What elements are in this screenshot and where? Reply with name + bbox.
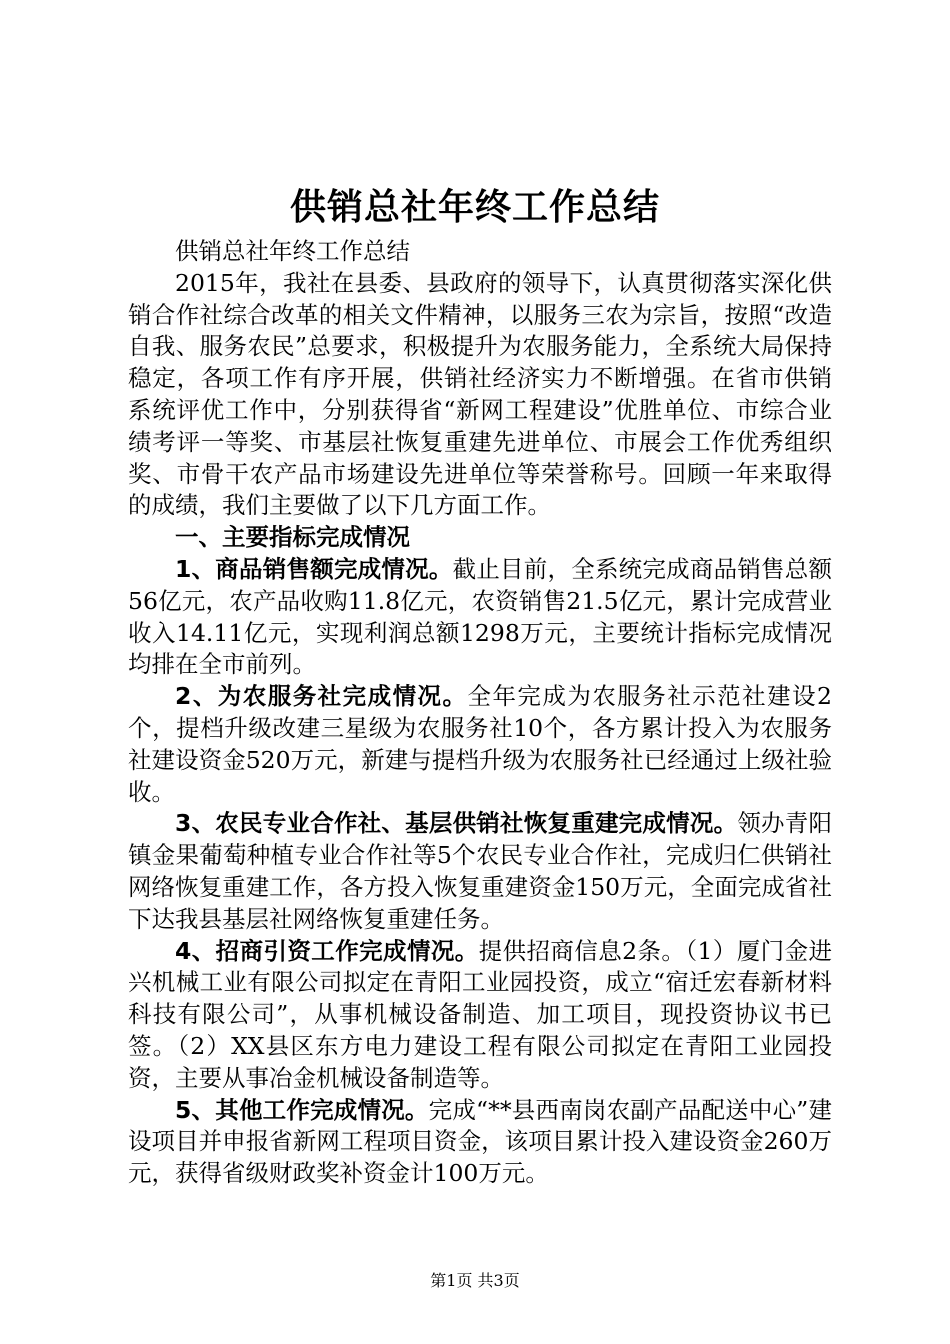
item-text: 全年完成为农服务社示范社建设2个，提档升级改建三星级为农服务社10个，各方累计投入为农服务社建设资金520万元，新建与提档升级为农服务社已经通过上级社验收。 [128, 682, 832, 806]
intro-paragraph: 2015年，我社在县委、县政府的领导下，认真贯彻落实深化供销合作社综合改革的相关文件精神，以服务三农为宗旨，按照“改造自我、服务农民”总要求，积极提升为农服务能力，全系统大局保持稳定，各项工作有序开展，供销社经济实力不断增强。在省市供销系统评优工作中，分别获得省“新网工程建设”优胜单位、市综合业绩考评一等奖、市基层社恢复重建先进单位、市展会工作优秀组织奖、市骨干农产品市场建设先进单位等荣誉称号。回顾一年来取得的成绩，我们主要做了以下几方面工作。 [128, 268, 832, 520]
item-text: 完成“**县西南岗农副产品配送中心”建设项目并申报省新网工程项目资金，该项目累计投入建设资金260万元，获得省级财政奖补资金计100万元。 [128, 1095, 832, 1188]
item-lead: 4、招商引资工作完成情况。 [175, 936, 479, 965]
item-text: 截止目前，全系统完成商品销售总额56亿元，农产品收购11.8亿元，农资销售21.5亿元，累计完成营业收入14.11亿元，实现利润总额1298万元，主要统计指标完成情况均排在全市前列。 [128, 554, 833, 679]
page-footer: 第1页 共3页 [430, 1271, 520, 1290]
item-text: 提供招商信息2条。（1）厦门金进兴机械工业有限公司拟定在青阳工业园投资，成立“宿迁宏春新材料科技有限公司”，从事机械设备制造、加工项目，现投资协议书已签。（2）XX县区东方电力建设工程有限公司拟定在青阳工业园投资，主要从事冶金机械设备制造等。 [128, 936, 832, 1092]
item-lead: 3、农民专业合作社、基层供销社恢复重建完成情况。 [175, 809, 738, 838]
item-paragraph [128, 1095, 832, 1190]
item-lead: 2、为农服务社完成情况。 [175, 682, 468, 711]
item-paragraph [128, 936, 832, 1095]
item-paragraph [128, 808, 832, 935]
document-title: 供销总社年终工作总结 [289, 187, 660, 228]
section-heading: 一、主要指标完成情况 [175, 523, 410, 552]
item-paragraph [128, 554, 832, 681]
item-paragraph [128, 681, 832, 808]
item-lead: 5、其他工作完成情况。 [175, 1095, 429, 1124]
subtitle-paragraph: 供销总社年终工作总结 [175, 237, 410, 265]
item-text: 领办青阳镇金果葡萄种植专业合作社等5个农民专业合作社，完成归仁供销社网络恢复重建工作，各方投入恢复重建资金150万元，全面完成省社下达我县基层社网络恢复重建任务。 [128, 809, 832, 933]
document-body [128, 236, 832, 1190]
item-lead: 1、商品销售额完成情况。 [175, 554, 453, 583]
